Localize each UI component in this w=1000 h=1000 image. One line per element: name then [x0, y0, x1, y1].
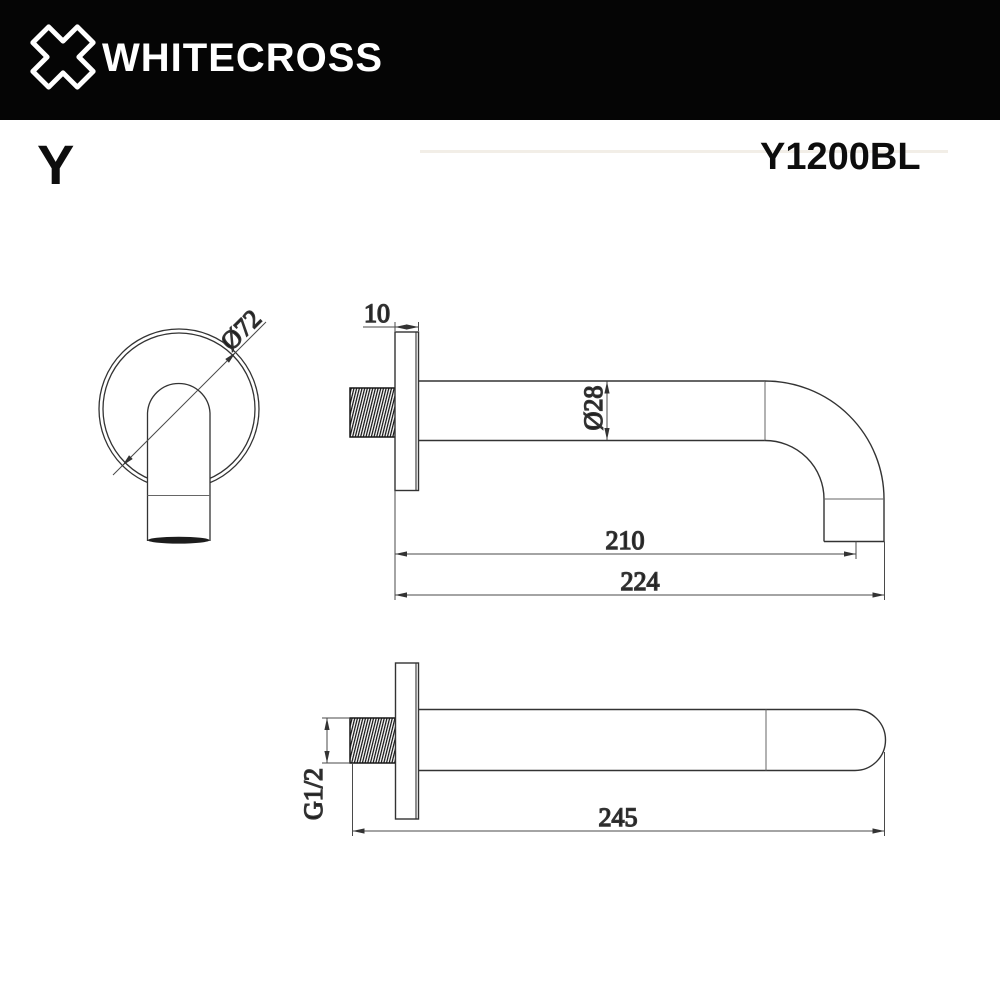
thread-size-label: G1/2 — [299, 768, 328, 820]
thread-size-dimension — [322, 718, 350, 763]
series-label: Y — [37, 133, 75, 196]
bottom-length-label: 245 — [598, 803, 638, 832]
spout-diameter-label: Ø28 — [579, 385, 608, 431]
total-depth-label: 224 — [620, 567, 660, 596]
whitecross-x-logo-icon — [28, 22, 98, 92]
model-number-label: Y1200BL — [760, 136, 921, 178]
flange-depth-label: 10 — [364, 299, 390, 328]
reach-label: 210 — [605, 526, 645, 555]
side-view — [350, 299, 885, 600]
front-diameter-label: Ø72 — [214, 303, 268, 357]
front-view — [99, 304, 267, 544]
header-bar — [0, 0, 1000, 120]
brand-name: WHITECROSS — [102, 36, 384, 80]
bottom-view — [299, 663, 885, 836]
